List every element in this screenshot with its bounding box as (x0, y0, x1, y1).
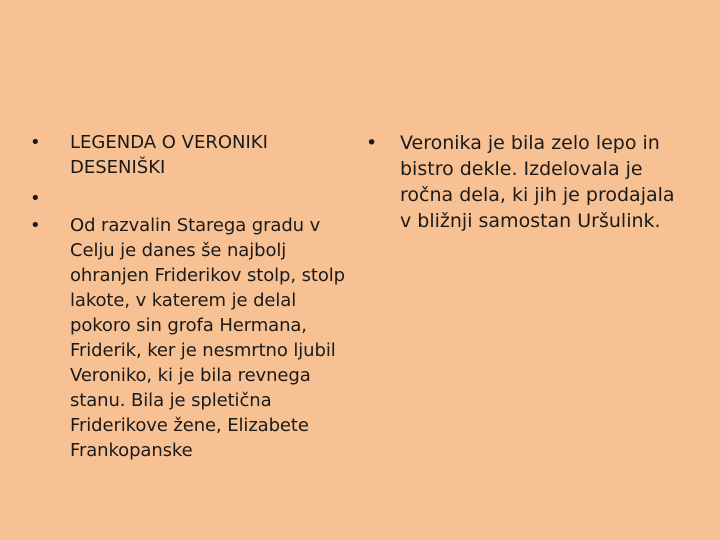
left-text-column (30, 130, 348, 469)
veronika-description-bullet: • Veronika je bila zelo lepo in bistro dekle. Izdelovala je ročna dela, ki jih je prodajala v bližnji samostan Uršulink. (366, 130, 688, 234)
castle-description-bullet: • Od razvalin Starega gradu v Celju je danes še najbolj ohranjen Friderikov stolp, stolp lakote, v katerem je delal pokoro sin grofa Hermana, Friderik, ker je nesmrtno ljubil Veroniko, ki je bila revnega stanu. Bila je spletična Friderikove žene, Elizabete Frankopanske (30, 213, 348, 463)
empty-bullet (30, 186, 348, 211)
slide-title-bullet: • LEGENDA O VERONIKI DESENIŠKI (30, 130, 348, 180)
right-text-column (366, 130, 688, 240)
